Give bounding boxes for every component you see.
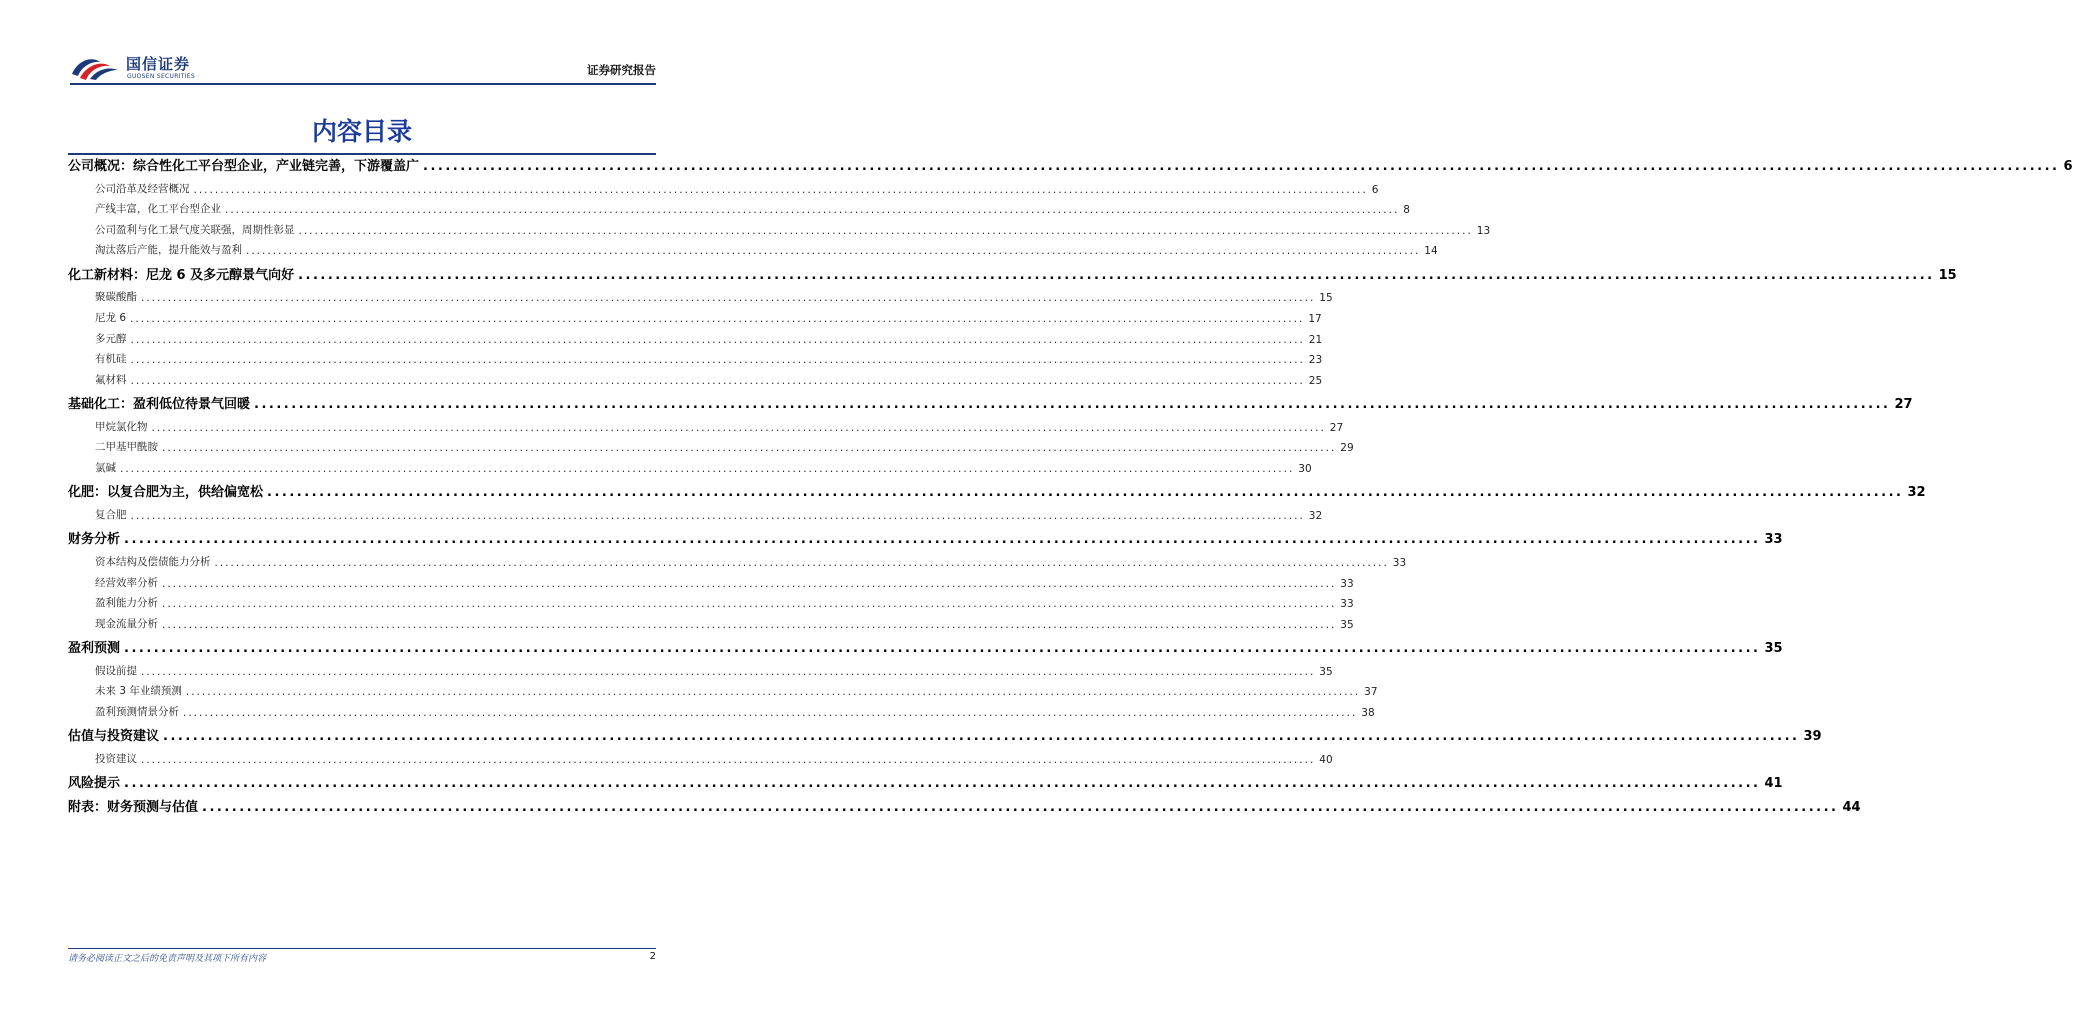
toc-entry-page: 15 [1938,267,1957,283]
toc-entry-title: 附表：财务预测与估值 [68,799,199,815]
toc-entry-page: 14 [1424,245,1438,258]
toc-leader-dots: ............................................................................................................................................................................................................................ [267,485,1904,501]
toc-entry-page: 29 [1340,442,1354,455]
toc-subsection-entry[interactable] [95,438,1354,455]
toc-leader-dots: ............................................................................................................................................................................................................................ [151,421,1326,434]
toc-entry-title: 经营效率分析 [95,576,158,589]
toc-subsection-entry[interactable] [95,553,1407,569]
toc-entry-title: 聚碳酸酯 [95,291,137,304]
toc-entry-page: 38 [1361,706,1375,719]
toc-entry-page: 33 [1340,598,1354,611]
toc-subsection-entry[interactable] [95,615,1354,631]
toc-entry-title: 化工新材料：尼龙 6 及多元醇景气向好 [68,267,295,283]
toc-leader-dots: ............................................................................................................................................................................................................................ [202,799,1839,815]
toc-entry-page: 35 [1764,641,1783,657]
footer-disclaimer: 请务必阅读正文之后的免责声明及其项下所有内容 [68,954,267,964]
toc-leader-dots: ............................................................................................................................................................................................................................ [163,729,1800,745]
toc-leader-dots: ............................................................................................................................................................................................................................ [141,753,1316,766]
toc-section-entry[interactable] [68,724,1822,745]
toc-subsection-entry[interactable] [95,180,1379,196]
toc-entry-title: 复合肥 [95,508,127,521]
toc-section-entry[interactable] [68,263,1957,283]
toc-leader-dots: ............................................................................................................................................................................................................................ [214,556,1389,569]
footer-divider [68,948,656,949]
toc-leader-dots: ............................................................................................................................................................................................................................ [162,442,1337,455]
toc-entry-page: 35 [1340,618,1354,631]
toc-entry-page: 27 [1329,421,1344,434]
toc-subsection-entry[interactable] [95,241,1438,258]
toc-section-entry[interactable] [68,795,1861,815]
toc-leader-dots: ............................................................................................................................................................................................................................ [141,665,1316,678]
toc-entry-page: 25 [1308,374,1323,387]
toc-entry-title: 现金流量分析 [95,617,158,630]
toc-entry-title: 风险提示 [68,776,121,792]
toc-subsection-entry[interactable] [95,371,1323,387]
toc-leader-dots: ............................................................................................................................................................................................................................ [130,354,1305,367]
toc-entry-title: 氟材料 [95,373,127,386]
toc-entry-page: 13 [1476,224,1491,237]
toc-subsection-entry[interactable] [95,200,1410,217]
toc-entry-page: 6 [2063,159,2073,174]
toc-subsection-entry[interactable] [95,459,1312,475]
toc-leader-dots: ............................................................................................................................................................................................................................ [124,532,1761,548]
toc-entry-page: 32 [1907,485,1926,501]
toc-subsection-entry[interactable] [95,418,1344,434]
toc-leader-dots: ............................................................................................................................................................................................................................ [130,333,1305,346]
toc-entry-title: 盈利能力分析 [95,597,158,610]
toc-section-entry[interactable] [68,154,2073,174]
toc-leader-dots: ............................................................................................................................................................................................................................ [185,686,1361,699]
toc-entry-title: 产线丰富，化工平台型企业 [95,203,221,216]
toc-entry-page: 32 [1308,509,1323,522]
toc-subsection-entry[interactable] [95,506,1323,522]
toc-leader-dots: ............................................................................................................................................................................................................................ [298,267,1935,283]
toc-entry-title: 氯碱 [95,461,116,474]
toc-entry-title: 尼龙 6 [95,311,127,324]
toc-subsection-entry[interactable] [95,330,1323,346]
toc-section-entry[interactable] [68,392,1913,413]
logo-english-name: GUOSEN SECURITIES [127,73,196,80]
toc-entry-page: 33 [1764,532,1783,548]
toc-leader-dots: ............................................................................................................................................................................................................................ [298,224,1473,237]
toc-title: 内容目录 [311,117,412,146]
toc-entry-title: 基础化工：盈利低位待景气回暖 [68,397,251,413]
toc-subsection-entry[interactable] [95,682,1378,699]
toc-entry-title: 有机硅 [95,353,127,366]
toc-subsection-entry[interactable] [95,288,1333,305]
toc-leader-dots: ............................................................................................................................................................................................................................ [162,598,1337,611]
toc-subsection-entry[interactable] [95,221,1491,237]
toc-leader-dots: ............................................................................................................................................................................................................................ [254,397,1891,413]
report-type-label: 证券研究报告 [587,63,656,77]
toc-leader-dots: ............................................................................................................................................................................................................................ [225,204,1400,217]
toc-entry-title: 公司概况：综合性化工平台型企业，产业链完善，下游覆盖广 [68,159,420,174]
toc-entry-title: 二甲基甲酰胺 [95,441,158,454]
toc-leader-dots: ............................................................................................................................................................................................................................ [130,374,1305,387]
toc-leader-dots: ............................................................................................................................................................................................................................ [130,312,1305,325]
toc-entry-title: 淘汰落后产能，提升能效与盈利 [95,244,242,257]
toc-entry-page: 40 [1319,753,1333,766]
toc-section-entry[interactable] [68,527,1783,548]
toc-entry-title: 公司盈利与化工景气度关联强，周期性彰显 [95,223,295,236]
toc-leader-dots: ............................................................................................................................................................................................................................ [162,577,1337,590]
toc-subsection-entry[interactable] [95,309,1322,325]
toc-leader-dots: ............................................................................................................................................................................................................................ [120,462,1295,475]
toc-section-entry[interactable] [68,771,1783,792]
toc-entry-title: 盈利预测情景分析 [95,705,179,718]
toc-leader-dots: ............................................................................................................................................................................................................................ [141,292,1316,305]
toc-entry-page: 33 [1392,556,1407,569]
toc-entry-title: 化肥：以复合肥为主，供给偏宽松 [68,485,264,501]
toc-entry-page: 37 [1364,686,1378,699]
toc-entry-title: 多元醇 [95,332,127,345]
toc-subsection-entry[interactable] [95,574,1354,590]
toc-entry-page: 6 [1371,183,1379,196]
toc-entry-page: 44 [1842,799,1861,815]
toc-entry-page: 15 [1319,292,1333,305]
toc-leader-dots: ............................................................................................................................................................................................................................ [193,183,1368,196]
toc-subsection-entry[interactable] [95,350,1323,367]
toc-leader-dots: ............................................................................................................................................................................................................................ [423,159,2060,174]
toc-entry-title: 投资建议 [95,752,137,765]
toc-entry-page: 35 [1319,665,1333,678]
toc-entry-page: 23 [1308,354,1323,367]
toc-entry-title: 资本结构及偿债能力分析 [95,555,211,568]
toc-entry-title: 盈利预测 [68,641,121,657]
toc-leader-dots: ............................................................................................................................................................................................................................ [183,706,1358,719]
toc-subsection-entry[interactable] [95,750,1333,766]
logo-chinese-name: 国信证券 [126,55,191,73]
toc-entry-page: 8 [1403,204,1410,217]
toc-leader-dots: ............................................................................................................................................................................................................................ [162,618,1337,631]
toc-entry-title: 假设前提 [95,664,137,677]
toc-entry-page: 39 [1803,729,1822,745]
toc-entry-title: 甲烷氯化物 [95,420,148,433]
footer-page-number: 2 [649,951,656,962]
toc-leader-dots: ............................................................................................................................................................................................................................ [246,245,1421,258]
toc-entry-page: 30 [1298,462,1312,475]
toc-entry-page: 41 [1764,776,1783,792]
toc-leader-dots: ............................................................................................................................................................................................................................ [124,641,1761,657]
toc-entry-page: 21 [1308,333,1323,346]
toc-subsection-entry[interactable] [95,662,1333,678]
toc-entry-page: 33 [1340,577,1354,590]
toc-leader-dots: ............................................................................................................................................................................................................................ [124,776,1761,792]
toc-leader-dots: ............................................................................................................................................................................................................................ [130,509,1305,522]
toc-section-entry[interactable] [68,480,1926,501]
toc-entry-title: 未来 3 年业绩预测 [95,685,182,698]
toc-subsection-entry[interactable] [95,594,1354,611]
toc-entry-title: 估值与投资建议 [68,729,160,745]
toc-subsection-entry[interactable] [95,703,1375,719]
toc-entry-page: 27 [1894,397,1913,413]
toc-entry-page: 17 [1308,312,1322,325]
toc-entry-title: 公司沿革及经营概况 [95,182,190,195]
toc-section-entry[interactable] [68,636,1783,657]
toc-entry-title: 财务分析 [68,532,121,548]
